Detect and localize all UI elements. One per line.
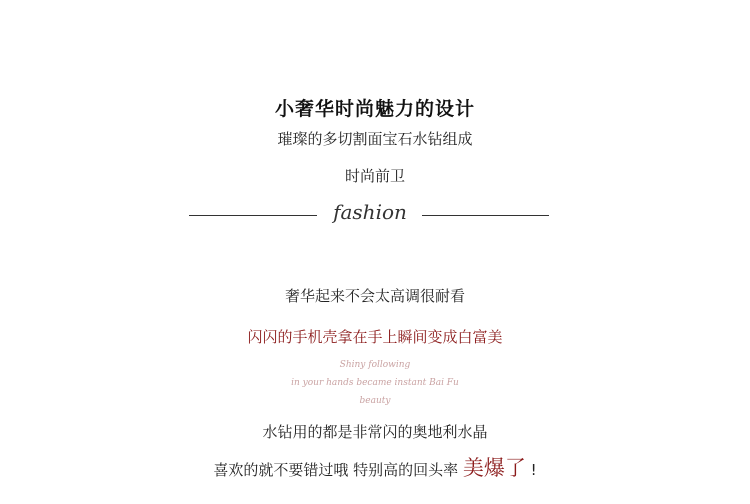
divider-rule-right	[422, 215, 549, 216]
description-line-1: 奢华起来不会太高调很耐看	[284, 287, 465, 305]
fashion-divider	[0, 200, 750, 232]
script-line-3: beauty	[359, 396, 391, 406]
script-line-2: in your hands became instant Bai Fu	[291, 378, 459, 388]
description-line-2: 水钻用的都是非常闪的奥地利水晶	[262, 423, 488, 441]
divider-rule-left	[189, 215, 317, 216]
product-subtitle: 璀璨的多切割面宝石水钻组成	[277, 130, 473, 148]
closing-line	[0, 452, 750, 482]
closing-line-prefix: 喜欢的就不要错过哦 特别高的回头率	[213, 461, 463, 479]
script-line-1: Shiny following	[339, 360, 411, 370]
product-tagline: 时尚前卫	[344, 167, 405, 185]
product-title: 小奢华时尚魅力的设计	[274, 98, 475, 120]
closing-line-suffix: !	[525, 461, 537, 479]
description-line-red: 闪闪的手机壳拿在手上瞬间变成白富美	[247, 328, 503, 346]
closing-line-accent: 美爆了	[462, 456, 526, 480]
fashion-script-word: fashion	[333, 200, 407, 224]
decorative-script-text	[0, 356, 750, 410]
